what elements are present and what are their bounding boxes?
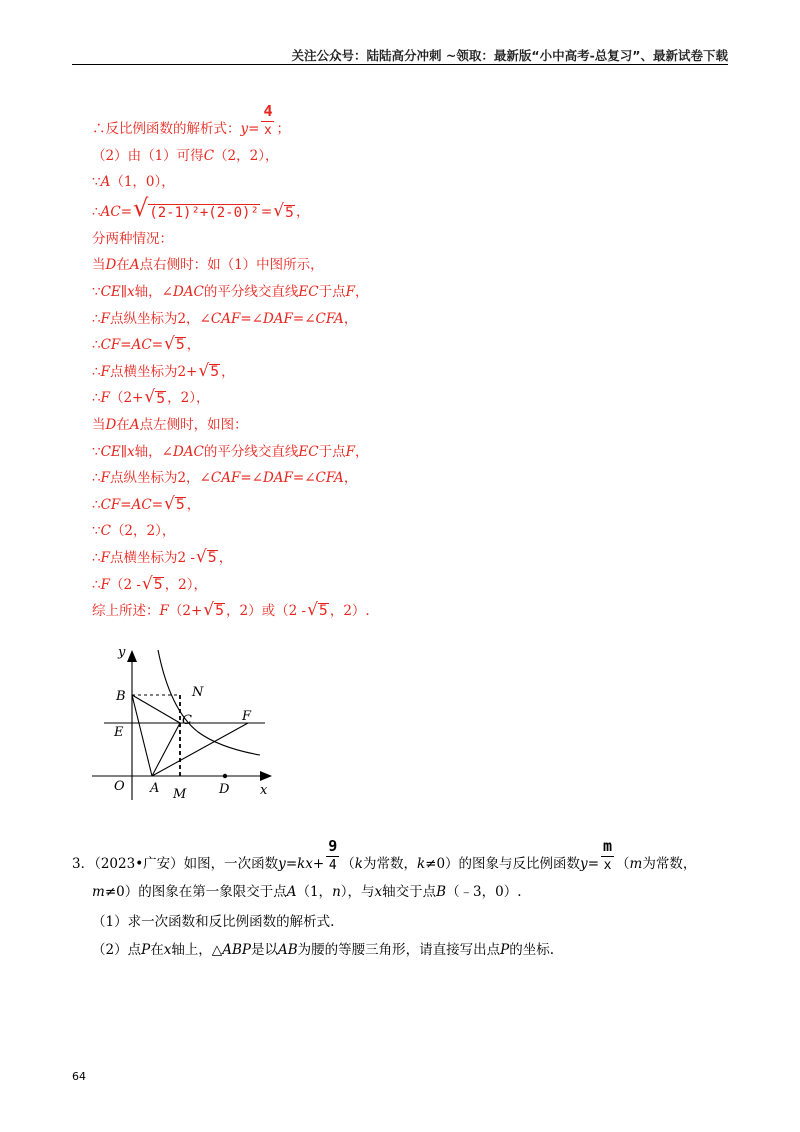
geometry-figure	[90, 640, 280, 805]
solution-line-18: ∴ F （2 - √ 5 ，2），	[92, 573, 208, 594]
segment-ba	[132, 695, 152, 776]
label-f: F	[242, 709, 252, 724]
label-b: B	[116, 689, 126, 704]
sqrt-5: √ 5	[141, 573, 163, 594]
page-number: 64	[72, 1070, 86, 1083]
problem-line-4: （2）点 P 在 x 轴上，△ ABP 是以 AB 为腰的等腰三角形，请直接写出点 P 的坐标.	[92, 942, 555, 958]
sqrt-5: √ 5	[307, 600, 328, 621]
sqrt-5: √ 5	[273, 201, 294, 222]
label-x: x	[260, 783, 268, 798]
label-c: C	[182, 713, 192, 728]
page-header: 关注公众号：陆陆高分冲刺 ~领取：最新版“小中高考-总复习”、最新试卷下载	[291, 48, 728, 63]
solution-line-10: ∴ F 点横坐标为2+ √ 5 ，	[92, 360, 235, 381]
solution-line-12: 当 D 在 A 点左侧时，如图：	[92, 416, 248, 433]
label-a: A	[150, 781, 160, 796]
y-axis-arrow	[127, 650, 137, 662]
problem-line-2: m ≠0）的图象在第一象限交于点 A （1， n ），与 x 轴交于点 B （﹣3，0）.	[92, 884, 522, 900]
sqrt-5: √ 5	[203, 600, 225, 621]
label-y: y	[118, 645, 126, 660]
sqrt-5: √ 5	[164, 493, 185, 514]
sqrt-5: √ 5	[164, 334, 185, 355]
label-m: M	[173, 787, 187, 802]
fraction-9-over-4: $\frac{9}{4}$	[328, 837, 338, 873]
sqrt-5: √ 5	[198, 360, 220, 381]
label-d: D	[219, 782, 230, 797]
solution-line-16: ∵ C （2，2），	[92, 523, 176, 540]
problem-3	[72, 822, 732, 958]
solution-line-2: （2）由（1）可得 C （2，2），	[92, 147, 279, 164]
label-o: O	[114, 779, 125, 794]
header-divider	[72, 64, 728, 65]
solution-line-4: ∴ AC = √ (2-1)²+(2-0)² = √ 5 ，	[92, 194, 310, 223]
solution-line-3: ∵ A （1，0），	[92, 174, 175, 191]
solution-line-8: ∴ F 点纵坐标为2，∠ CAF =∠ DAF =∠ CFA ，	[92, 310, 358, 327]
solution-line-13: ∵ CE ∥ x 轴，∠ DAC 的平分线交直线 EC 于点 F ，	[92, 443, 369, 460]
solution-line-15: ∴ CF = AC = √ 5 ，	[92, 493, 201, 514]
hyperbola-curve	[158, 650, 260, 755]
solution-line-19: 综上所述： F （2+ √ 5 ，2）或（2 - √ 5 ，2）.	[92, 600, 370, 621]
fraction-4-over-x: $\frac{4}{x}$	[263, 102, 273, 138]
solution-line-9: ∴ CF = AC = √ 5 ，	[92, 334, 201, 355]
solution-line-1: ∴反比例函数的解析式： y = $\frac{4}{x}$ ；	[92, 102, 290, 138]
solution-line-17: ∴ F 点横坐标为2 - √ 5 ，	[92, 546, 233, 567]
problem-line-3: （1）求一次函数和反比例函数的解析式.	[92, 914, 335, 930]
point-d	[223, 774, 227, 778]
solution-line-6: 当 D 在 A 点右侧时：如（1）中图所示，	[92, 257, 324, 274]
problem-line-1: 3．（2023•广安）如图，一次函数 y = kx + $\frac{9}{4}$ （ k 为常数， k ≠0）的图象与反比例函数 y = $\frac{m}{x}$ （ m 为常数，	[72, 837, 697, 873]
fraction-m-over-x: $\frac{m}{x}$	[603, 837, 613, 873]
label-n: N	[192, 685, 204, 700]
solution-block	[92, 100, 732, 619]
sqrt-5: √ 5	[195, 546, 217, 567]
label-e: E	[114, 725, 124, 740]
solution-line-14: ∴ F 点纵坐标为2，∠ CAF =∠ DAF =∠ CFA ，	[92, 470, 358, 487]
sqrt-distance-expression: √ (2-1)²+(2-0)²	[133, 194, 259, 223]
solution-line-7: ∵ CE ∥ x 轴，∠ DAC 的平分线交直线 EC 于点 F ，	[92, 283, 369, 300]
sqrt-5: √ 5	[144, 387, 166, 408]
x-axis-arrow	[260, 771, 272, 781]
solution-line-5: 分两种情况：	[92, 230, 173, 247]
solution-line-11: ∴ F （2+ √ 5 ，2），	[92, 387, 210, 408]
